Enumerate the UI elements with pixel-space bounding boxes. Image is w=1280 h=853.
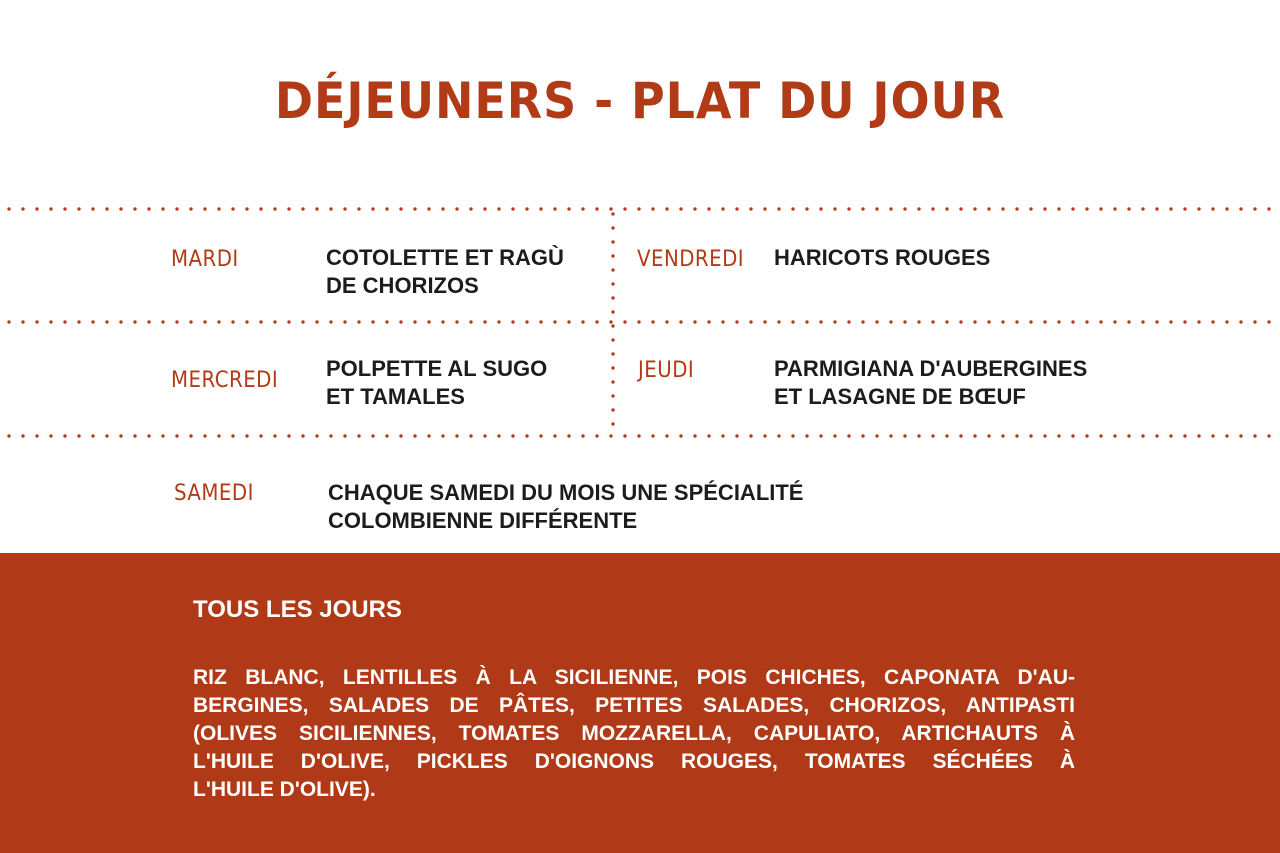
dish-mercredi (326, 355, 547, 411)
dish-line: CHAQUE SAMEDI DU MOIS UNE SPÉCIALITÉ (328, 480, 804, 505)
everyday-line: RIZ BLANC, LENTILLES À LA SICILIENNE, POIS CHICHES, CAPONATA D'AU- (193, 666, 1075, 689)
dish-line: ET TAMALES (326, 384, 465, 409)
divider-top (0, 207, 1280, 211)
day-label-mardi: MARDI (171, 247, 239, 272)
dish-line: COTOLETTE ET RAGÙ (326, 245, 564, 270)
everyday-line: L'HUILE D'OLIVE, PICKLES D'OIGNONS ROUGES, TOMATES SÉCHÉES À (193, 750, 1075, 773)
dish-mardi (326, 244, 564, 300)
dish-line: COLOMBIENNE DIFFÉRENTE (328, 508, 638, 533)
dish-line: ET LASAGNE DE BŒUF (774, 384, 1026, 409)
dish-jeudi (774, 355, 1087, 411)
dish-line: DE CHORIZOS (326, 273, 479, 298)
dish-line: POLPETTE AL SUGO (326, 356, 548, 381)
dish-line: PARMIGIANA D'AUBERGINES (774, 356, 1088, 381)
divider-bottom (0, 434, 1280, 438)
day-label-jeudi: JEUDI (638, 358, 695, 383)
everyday-line: L'HUILE D'OLIVE). (193, 778, 376, 801)
everyday-line: (OLIVES SICILIENNES, TOMATES MOZZARELLA, CAPULIATO, ARTICHAUTS À (193, 722, 1075, 745)
divider-vertical (611, 207, 615, 435)
everyday-description (193, 664, 1075, 804)
day-label-samedi: SAMEDI (174, 481, 254, 506)
day-label-vendredi: VENDREDI (637, 247, 745, 272)
divider-middle (0, 320, 1280, 324)
dish-vendredi (774, 244, 990, 272)
dish-line: HARICOTS ROUGES (774, 245, 991, 270)
everyday-line: BERGINES, SALADES DE PÂTES, PETITES SALADES, CHORIZOS, ANTIPASTI (193, 694, 1075, 717)
page-title: DÉJEUNERS - PLAT DU JOUR (274, 72, 1006, 130)
everyday-title: TOUS LES JOURS (193, 596, 402, 623)
day-label-mercredi: MERCREDI (171, 368, 279, 393)
dish-samedi (328, 479, 803, 535)
